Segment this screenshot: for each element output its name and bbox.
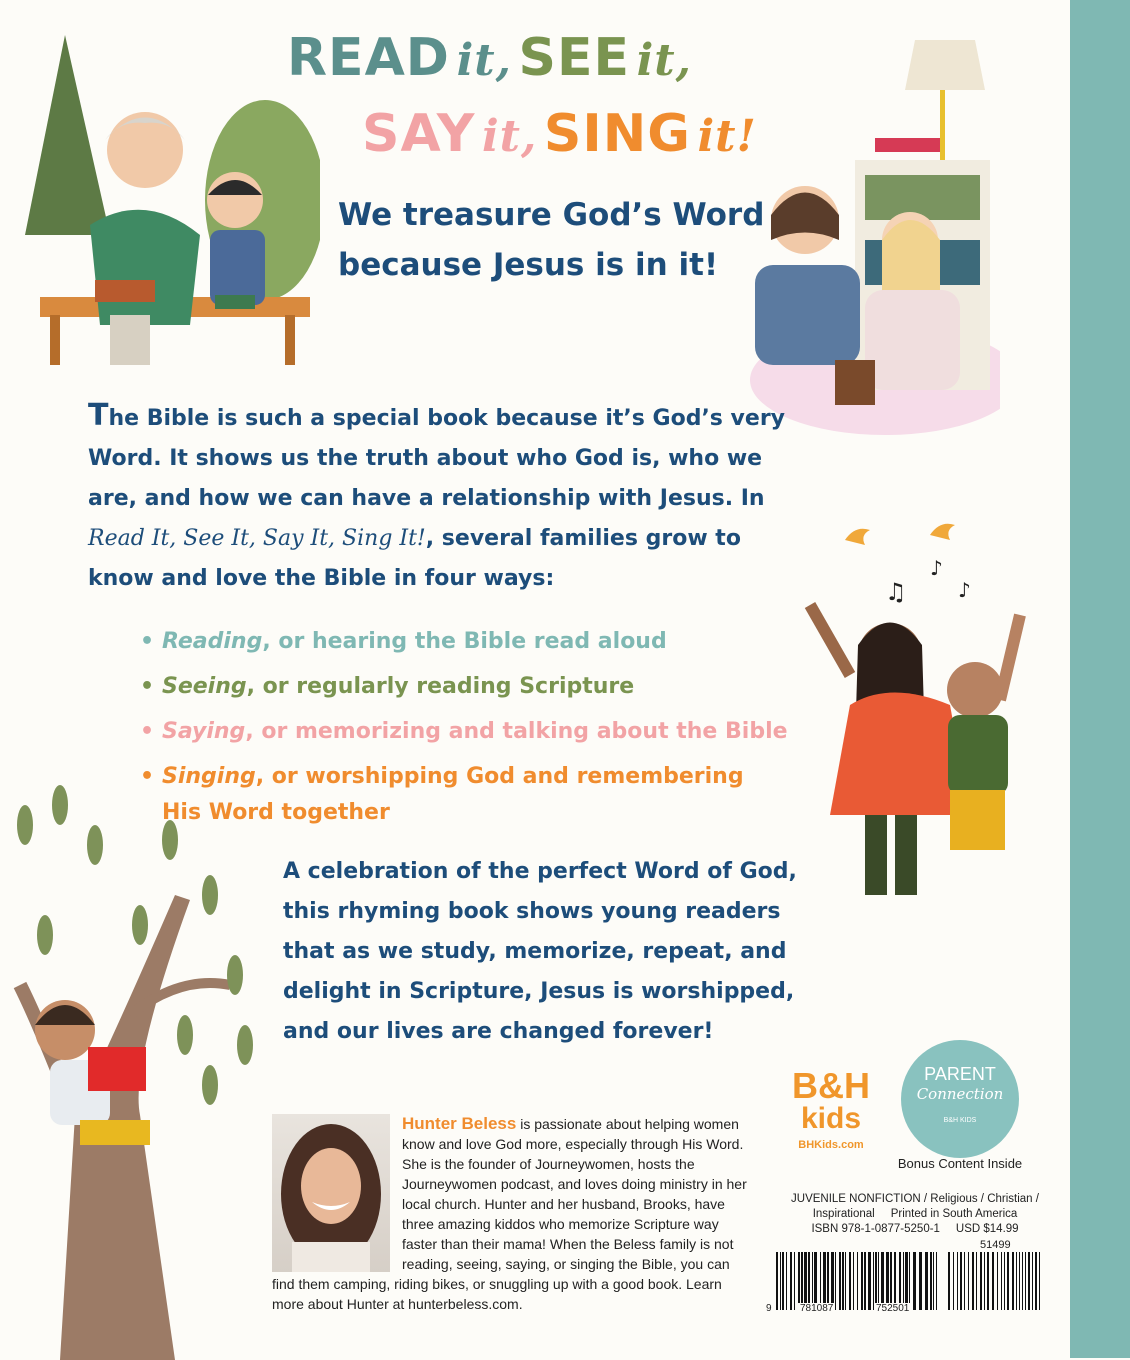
svg-text:♪: ♪ (930, 556, 943, 580)
author-bio (272, 1114, 750, 1314)
bullet-text: , or regularly reading Scripture (246, 674, 635, 699)
bullet-emphasis: Seeing (162, 674, 247, 699)
title-suffix-sing: it! (697, 111, 757, 162)
title-word-see: SEE (518, 28, 630, 88)
author-name: Hunter Beless (402, 1114, 517, 1133)
bullet-emphasis: Reading (162, 629, 263, 654)
list-item-singing (140, 759, 820, 831)
four-ways-list (140, 624, 820, 840)
illustration-grandma-bench (20, 25, 320, 375)
tagline (338, 190, 764, 290)
publisher-logo-bottom: kids (800, 1102, 862, 1135)
barcode-digits-group-2: 752501 (876, 1303, 910, 1314)
bullet-dot: • (140, 764, 155, 789)
barcode (770, 1252, 1050, 1310)
intro-text-1: he Bible is such a special book because it’s God’s very Word. It shows us the truth about who God is, who we are, and how we can have a relationship with Jesus. In (88, 406, 786, 511)
svg-text:♫: ♫ (885, 578, 907, 606)
bullet-dot: • (140, 629, 155, 654)
author-bio-text: is passionate about helping women know and love God more, especially through His Word. She is the founder of Journeywomen, hosts the Journeywomen podcast, and loves doing ministry in her local church. Hunter and her husband, Brooks, have three amazing kiddos who memorize Scripture way faster than their mama! When the Beless family is not reading, seeing, saying, or singing the Bible, you can find them camping, riding bikes, or snuggling up with a good book. Learn more about Hunter at hunterbeless.com. (272, 1116, 747, 1312)
list-item-seeing (140, 669, 820, 705)
intro-text-2: , several families grow to know and love the Bible in four ways: (88, 526, 741, 591)
celebration-paragraph: A celebration of the perfect Word of God, this rhyming book shows young readers that as we study, memorize, repeat, and delight in Scripture, Jesus is worshipped, and our lives are changed forever! (283, 859, 797, 1044)
intro-book-title: Read It, See It, Say It, Sing It! (88, 526, 426, 551)
illustration-dancing-kids (800, 505, 1050, 905)
tagline-line-2: because Jesus is in it! (338, 247, 719, 283)
tagline-line-1: We treasure God’s Word (338, 197, 765, 233)
bonus-content-caption: Bonus Content Inside (897, 1156, 1023, 1171)
category-line-2: Inspirational Printed in South America (812, 1208, 1018, 1220)
title-suffix-see: it, (636, 35, 692, 86)
title-word-sing: SING (543, 104, 691, 164)
svg-text:♪: ♪ (958, 578, 971, 602)
parent-connection-badge (901, 1040, 1019, 1158)
badge-line-2: Connection (916, 1085, 1004, 1103)
publisher-logo (790, 1065, 872, 1156)
bullet-text: , or hearing the Bible read aloud (262, 629, 667, 654)
badge-line-3: B&H KIDS (943, 1117, 977, 1124)
title-word-say: SAY (362, 104, 476, 164)
illustration-girls-bookshelf (735, 40, 1000, 440)
intro-lead-letter: T (88, 398, 109, 433)
badge-line-1: PARENT (924, 1064, 996, 1084)
isbn-price-line: ISBN 978-1-0877-5250-1 USD $14.99 (811, 1223, 1019, 1235)
barcode-digit-first: 9 (766, 1303, 772, 1314)
intro-paragraph (88, 396, 788, 599)
bullet-text: , or worshipping God and remembering His Word together (162, 764, 744, 825)
title-line-2 (362, 104, 757, 164)
title-word-read: READ (287, 28, 450, 88)
price-code: 51499 (980, 1239, 1011, 1251)
list-item-reading (140, 624, 820, 660)
bullet-emphasis: Saying (162, 719, 246, 744)
title-line-1 (287, 28, 692, 88)
bullet-dot: • (140, 719, 155, 744)
category-line-1: JUVENILE NONFICTION / Religious / Christian / (791, 1193, 1039, 1205)
barcode-digits-group-1: 781087 (800, 1303, 834, 1314)
title-suffix-say: it, (481, 111, 538, 162)
list-item-saying (140, 714, 820, 750)
category-info (780, 1192, 1050, 1237)
illustration-boy-in-tree (0, 785, 270, 1360)
bullet-emphasis: Singing (162, 764, 256, 789)
bullet-text: , or memorizing and talking about the Bible (245, 719, 788, 744)
publisher-url: BHKids.com (798, 1139, 864, 1151)
book-spine (1070, 0, 1130, 1358)
publisher-logo-top: B&H (792, 1065, 870, 1106)
bullet-dot: • (140, 674, 155, 699)
title-suffix-read: it, (456, 35, 512, 86)
